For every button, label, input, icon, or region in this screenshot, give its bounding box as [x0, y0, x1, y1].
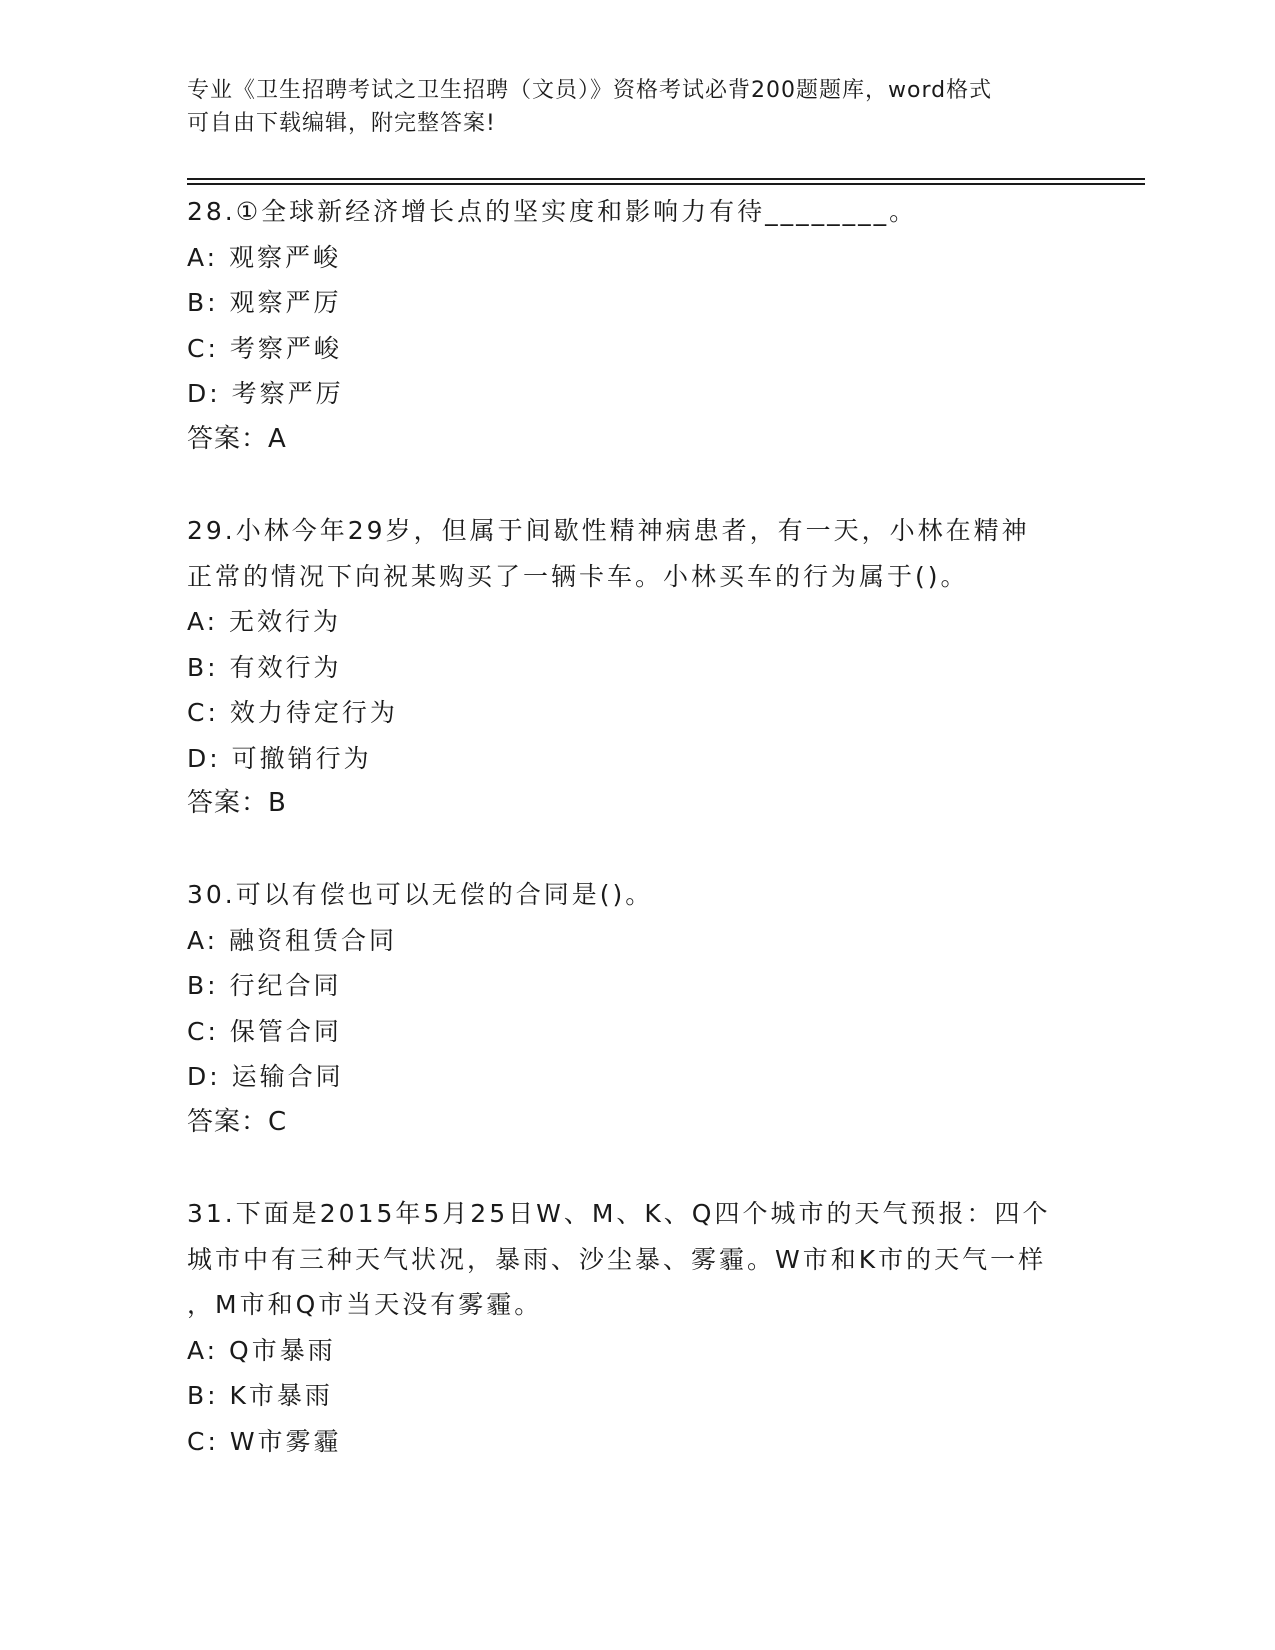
question-stem: 正常的情况下向祝某购买了一辆卡车。小林买车的行为属于()。: [187, 561, 969, 591]
document-header: [187, 74, 1087, 140]
option-b: B: 有效行为: [187, 652, 342, 682]
option-a: A: Q市暴雨: [187, 1335, 336, 1365]
question-stem: 28.①全球新经济增长点的坚实度和影响力有待________。: [187, 197, 918, 226]
question-29: [187, 508, 1087, 827]
header-divider-bottom: [187, 183, 1145, 185]
question-stem: 31.下面是2015年5月25日W、M、K、Q四个城市的天气预报：四个: [187, 1199, 1051, 1228]
option-c: C: 效力待定行为: [187, 698, 398, 727]
question-28: [187, 189, 1087, 462]
question-stem: ，M市和Q市当天没有雾霾。: [187, 1290, 543, 1319]
option-d: D: 考察严厉: [187, 379, 344, 408]
option-a: A: 融资租赁合同: [187, 925, 398, 955]
question-stem: 29.小林今年29岁，但属于间歇性精神病患者，有一天，小林在精神: [187, 516, 1030, 545]
header-line-1: 专业《卫生招聘考试之卫生招聘（文员）》资格考试必背200题题库，word格式: [187, 78, 993, 103]
option-b: B: 观察严厉: [187, 288, 342, 317]
question-31: [187, 1191, 1087, 1464]
answer-label: 答案：C: [187, 1106, 288, 1137]
answer-label: 答案：A: [187, 423, 287, 454]
option-a: A: 无效行为: [187, 607, 342, 636]
answer-label: 答案：B: [187, 788, 287, 818]
question-stem: 30.可以有偿也可以无偿的合同是()。: [187, 880, 654, 909]
question-stem: 城市中有三种天气状况，暴雨、沙尘暴、雾霾。W市和K市的天气一样: [187, 1244, 1047, 1274]
option-c: C: 考察严峻: [187, 333, 342, 363]
option-a: A: 观察严峻: [187, 242, 342, 272]
option-c: C: W市雾霾: [187, 1426, 342, 1456]
option-b: B: K市暴雨: [187, 1381, 333, 1410]
header-line-2: 可自由下载编辑，附完整答案!: [187, 111, 496, 136]
option-b: B: 行纪合同: [187, 971, 342, 1000]
option-c: C: 保管合同: [187, 1016, 342, 1046]
option-d: D: 可撤销行为: [187, 743, 372, 773]
option-d: D: 运输合同: [187, 1062, 344, 1091]
header-divider-top: [187, 178, 1145, 180]
question-30: [187, 872, 1087, 1145]
